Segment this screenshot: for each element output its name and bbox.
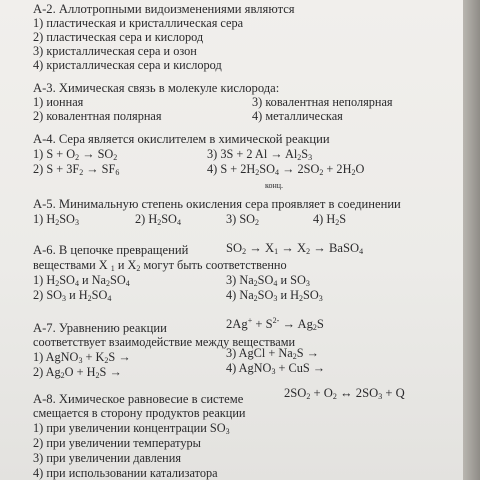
a6-option-4: 4) $Na_2SO_3$ и $H_2SO_3$ [226, 288, 323, 303]
a3-option-2: 2) ковалентная полярная [33, 109, 162, 123]
a5-option-4: 4) $H_2S$ [313, 212, 347, 227]
a4-conc-note: конц. [265, 181, 284, 190]
a3-option-1: 1) ионная [33, 95, 84, 109]
a6-option-2: 2) $SO_3$ и $H_2SO_4$ [33, 288, 112, 303]
question-a2-title: А-2. Аллотропными видоизменениями являются [33, 2, 295, 16]
a7-option-3: 3) AgCl + $Na_2S$ → [226, 346, 319, 361]
a5-option-2: 2) $H_2SO_4$ [135, 212, 181, 227]
question-a6-title: А-6. В цепочке превращений [33, 243, 189, 257]
a6-question: веществами X $_1$ и $X_2$ могут быть соответственно [33, 258, 287, 273]
a4-option-3: 3) 3S + 2 $Al \to Al_2S_3$ [207, 147, 313, 162]
a8-equation: $2SO_2 + O_2$ ↔ $2SO_3 + Q$ [284, 386, 405, 401]
a8-option-2: 2) при увеличении температуры [33, 436, 201, 450]
a7-option-1: 1) AgNO$_3$ + $K_2S$ → [33, 350, 131, 365]
background-surface [463, 0, 480, 480]
a2-option-3: 3) кристаллическая сера и озон [33, 44, 197, 58]
a8-question: смещается в сторону продуктов реакции [33, 406, 246, 420]
a7-question: соответствует взаимодействие между веществами [33, 335, 296, 349]
a3-option-4: 4) металлическая [252, 109, 343, 123]
a2-option-1: 1) пластическая и кристаллическая сера [33, 16, 244, 30]
a2-option-4: 4) кристаллическая сера и кислород [33, 58, 222, 72]
a7-option-4: 4) AgNO$_3$ + CuS → [226, 361, 326, 376]
a3-option-3: 3) ковалентная неполярная [252, 95, 393, 109]
a7-equation: $2Ag^+ + S^{2-} \to Ag_2S$ [226, 316, 324, 332]
a4-option-1: 1) $S + O_2 \to SO_2$ [33, 147, 118, 162]
a6-option-3: 3) $Na_2SO_4$ и $SO_3$ [226, 273, 310, 288]
a6-chain: $SO_2 \to X_1 \to X_2$ → BaSO$_4$ [226, 241, 364, 256]
a2-option-2: 2) пластическая сера и кислород [33, 30, 204, 44]
a6-option-1: 1) $H_2SO_4$ и $Na_2SO_4$ [33, 273, 130, 288]
a8-option-1: 1) при увеличении концентрации $SO_3$ [33, 421, 230, 436]
a8-option-4: 4) при использовании катализатора [33, 466, 218, 480]
a5-option-1: 1) $H_2SO_3$ [33, 212, 79, 227]
a4-option-4: 4) $S + 2H_2SO_4 \to 2SO_2 + 2H_2O$ [207, 162, 365, 177]
question-a4-title: А-4. Сера является окислителем в химической реакции [33, 132, 330, 146]
a4-option-2: 2) $S + 3F_2 \to SF_6$ [33, 162, 120, 177]
question-a5-title: А-5. Минимальную степень окисления сера проявляет в соединении [33, 197, 401, 211]
question-a7-title: А-7. Уравнению реакции [33, 321, 167, 335]
a7-option-2: 2) $Ag_2O + H_2S$ → [33, 365, 122, 380]
a5-option-3: 3) $SO_2$ [226, 212, 260, 227]
a8-option-3: 3) при увеличении давления [33, 451, 181, 465]
question-a3-title: А-3. Химическая связь в молекуле кислорода: [33, 81, 280, 95]
question-a8-title: А-8. Химическое равновесие в системе [33, 392, 244, 406]
